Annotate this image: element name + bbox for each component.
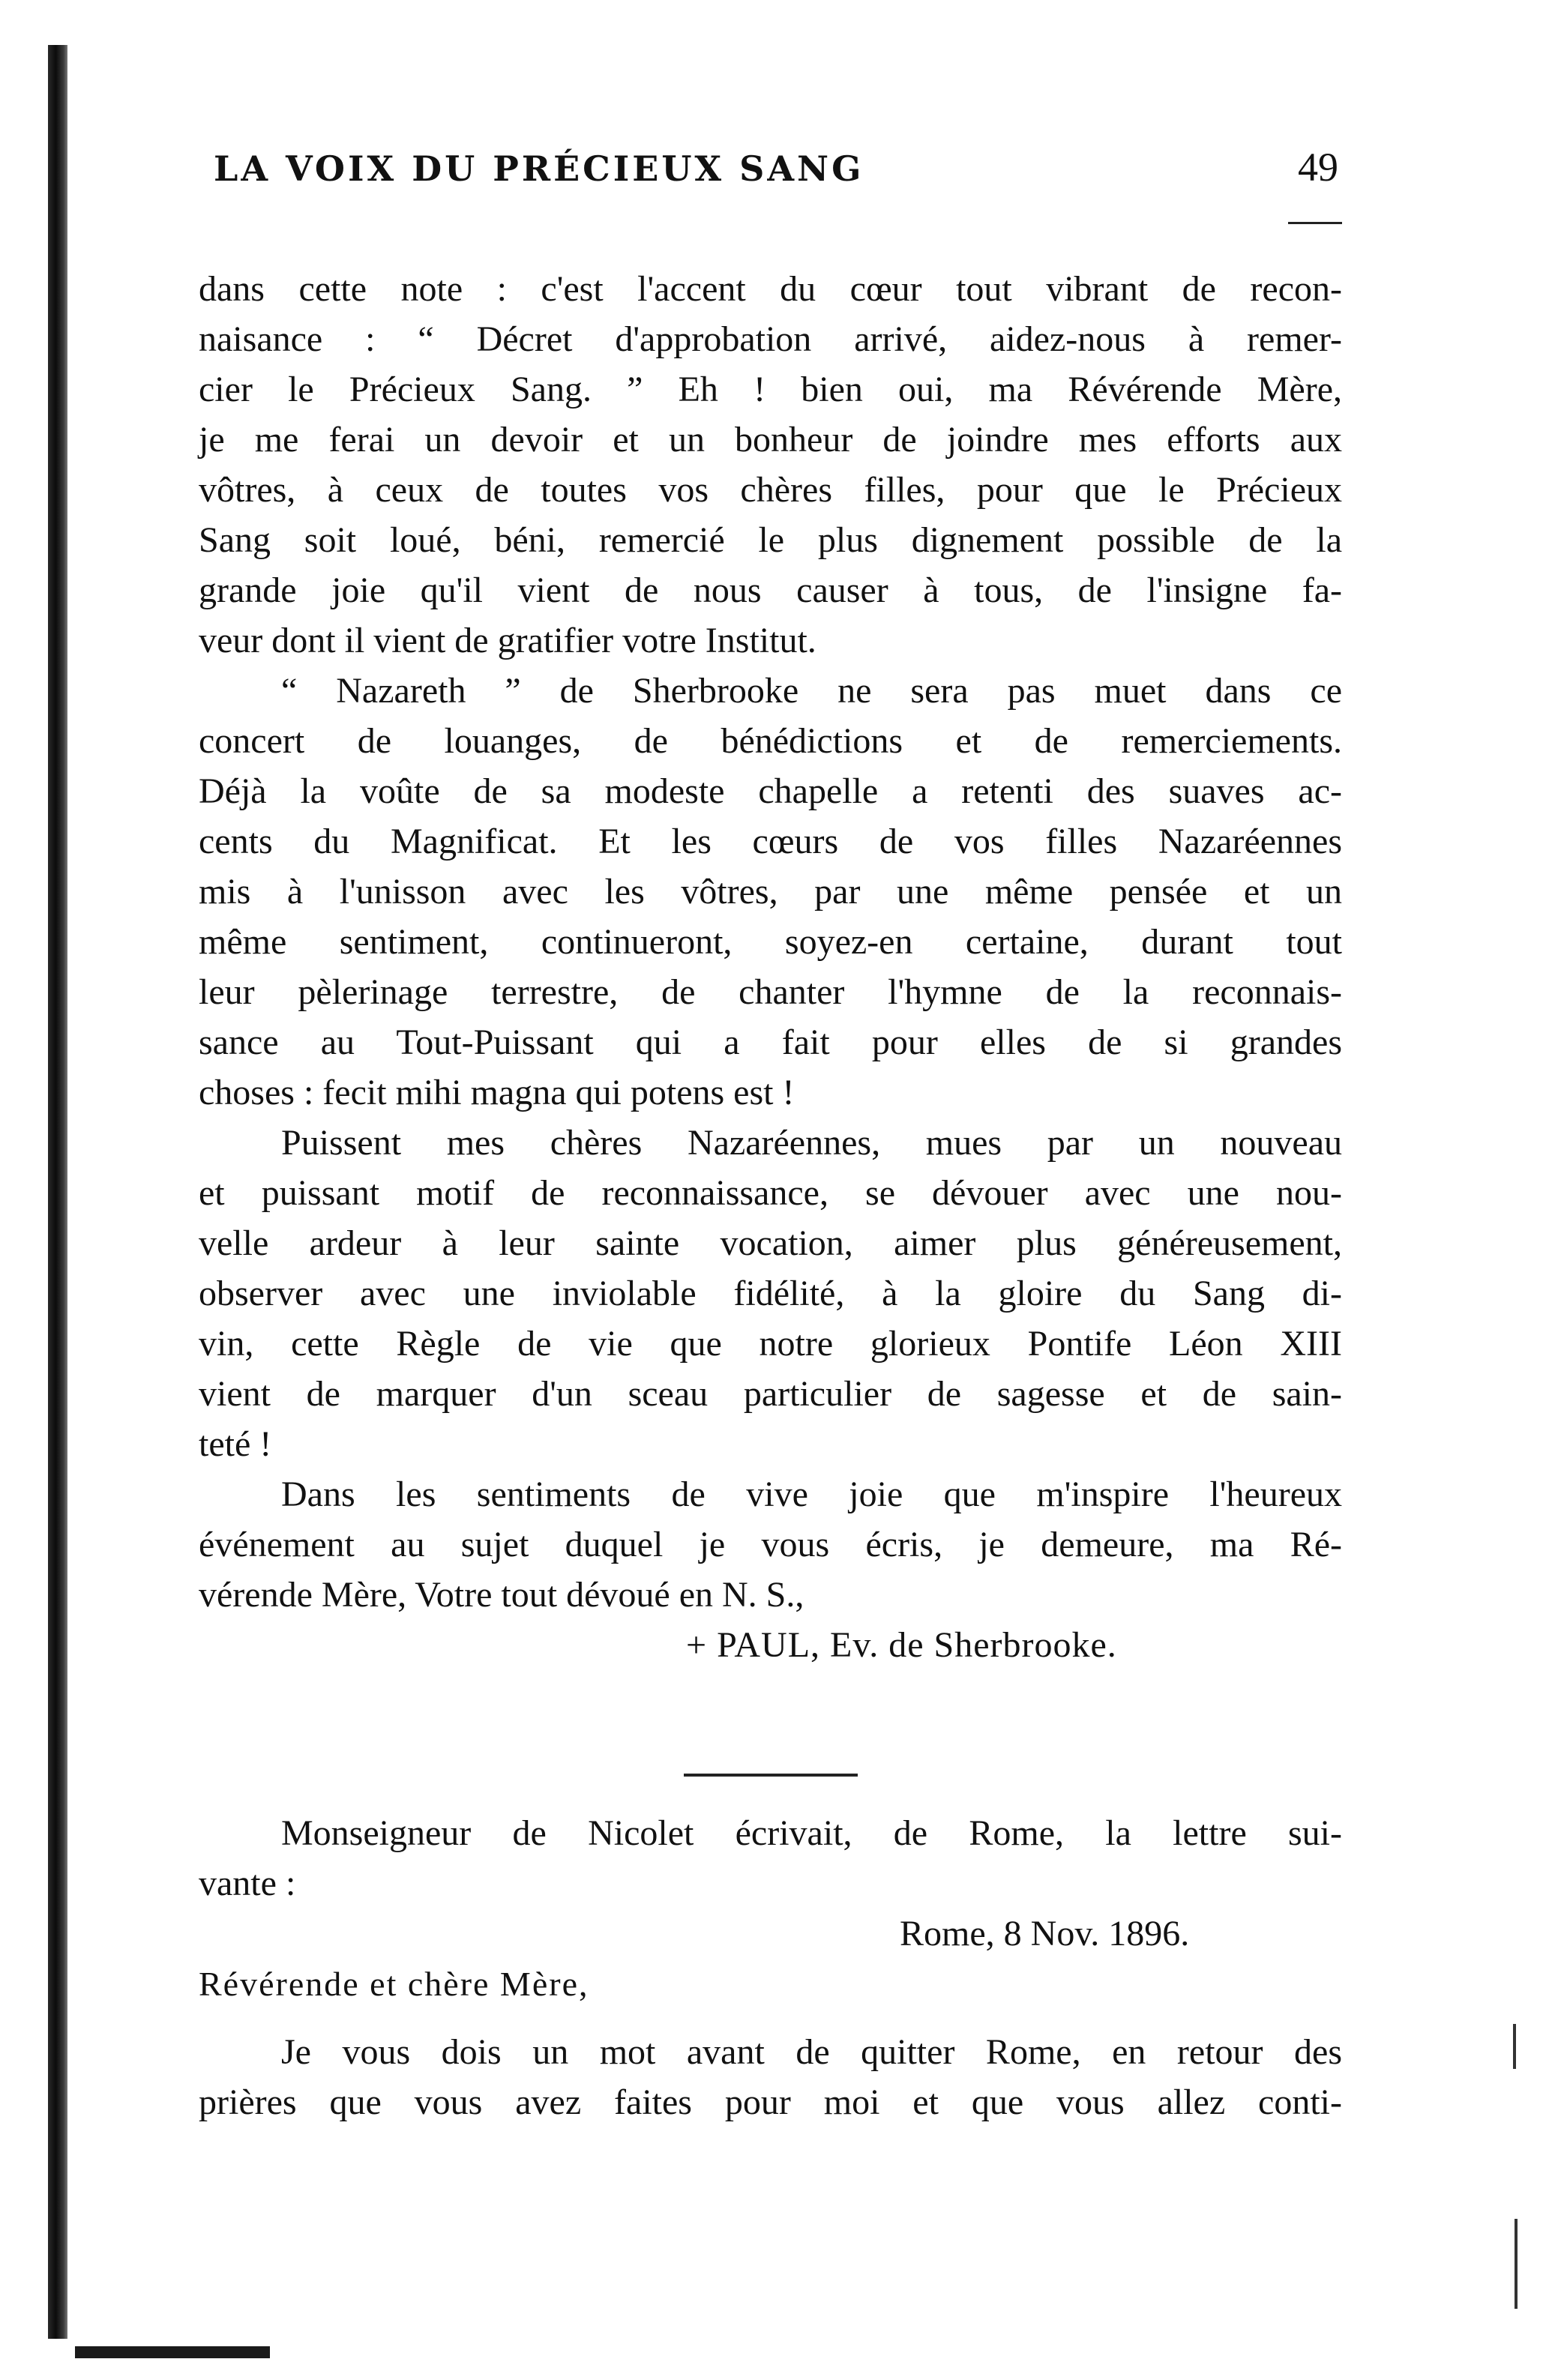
paragraph-4 (199, 1469, 1342, 1620)
paragraph-1 (199, 264, 1342, 666)
text-line: naisance : “ Décret d'approbation arrivé, aidez-nous à remer- (199, 319, 1342, 359)
text-line: vient de marquer d'un sceau particulier de sagesse et de sain- (199, 1374, 1342, 1414)
text-line: dans cette note : c'est l'accent du cœur tout vibrant de recon- (199, 269, 1342, 309)
text-line: vin, cette Règle de vie que notre glorieux Pontife Léon XIII (199, 1324, 1342, 1364)
text-line: concert de louanges, de bénédictions et de remerciements. (199, 721, 1342, 761)
paragraph-6 (199, 2027, 1342, 2127)
text-line: je me ferai un devoir et un bonheur de joindre mes efforts aux (199, 420, 1342, 460)
text-line: vôtres, à ceux de toutes vos chères filles, pour que le Précieux (199, 470, 1342, 510)
binding-edge (48, 45, 67, 2339)
text-line: Dans les sentiments de vive joie que m'inspire l'heureux (281, 1474, 1342, 1514)
paragraph-3 (199, 1118, 1342, 1469)
page-number: 49 (1298, 145, 1338, 190)
paragraph-5 (199, 1808, 1342, 1908)
scan-edge-mark (1515, 2219, 1518, 2309)
text-line: teté ! (199, 1424, 272, 1464)
text-line: velle ardeur à leur sainte vocation, aimer plus généreusement, (199, 1223, 1342, 1263)
text-line: et puissant motif de reconnaissance, se dévouer avec une nou- (199, 1173, 1342, 1213)
binding-edge-bottom (75, 2346, 270, 2358)
running-title: LA VOIX DU PRÉCIEUX SANG (214, 148, 864, 189)
letter-body (199, 264, 1342, 1670)
second-letter (199, 1808, 1342, 2127)
text-line: “ Nazareth ” de Sherbrooke ne sera pas muet dans ce (281, 671, 1342, 711)
text-line: Déjà la voûte de sa modeste chapelle a retenti des suaves ac- (199, 771, 1342, 811)
text-line: cier le Précieux Sang. ” Eh ! bien oui, ma Révérende Mère, (199, 370, 1342, 409)
text-line: veur dont il vient de gratifier votre Institut. (199, 621, 816, 660)
text-line: cents du Magnificat. Et les cœurs de vos filles Nazaréennes (199, 822, 1342, 861)
text-line: prières que vous avez faites pour moi et que vous allez conti- (199, 2082, 1342, 2122)
text-line: événement au sujet duquel je vous écris, je demeure, ma Ré- (199, 1525, 1342, 1564)
paragraph-2 (199, 666, 1342, 1118)
dateline: Rome, 8 Nov. 1896. (900, 1914, 1190, 1953)
text-line: mis à l'unisson avec les vôtres, par une même pensée et un (199, 872, 1342, 912)
text-line: vérende Mère, Votre tout dévoué en N. S., (199, 1575, 804, 1615)
text-line: Je vous dois un mot avant de quitter Rome, en retour des (281, 2032, 1342, 2072)
signature: + PAUL, Ev. de Sherbrooke. (686, 1625, 1117, 1665)
text-line: observer avec une inviolable fidélité, à la gloire du Sang di- (199, 1274, 1342, 1313)
text-line: leur pèlerinage terrestre, de chanter l'hymne de la reconnais- (199, 972, 1342, 1012)
text-line: Monseigneur de Nicolet écrivait, de Rome, la lettre sui- (281, 1813, 1342, 1853)
salutation: Révérende et chère Mère, (199, 1965, 589, 2003)
text-line: grande joie qu'il vient de nous causer à tous, de l'insigne fa- (199, 570, 1342, 610)
text-line: même sentiment, continueront, soyez-en certaine, durant tout (199, 922, 1342, 962)
header-rule (1288, 222, 1342, 224)
text-line: choses : fecit mihi magna qui potens est ! (199, 1073, 795, 1112)
page-header (214, 144, 1338, 196)
section-separator (684, 1774, 858, 1777)
text-line: sance au Tout-Puissant qui a fait pour elles de si grandes (199, 1022, 1342, 1062)
text-line: vante : (199, 1864, 296, 1903)
text-line: Sang soit loué, béni, remercié le plus dignement possible de la (199, 520, 1342, 560)
scan-edge-mark (1513, 2024, 1516, 2069)
text-line: Puissent mes chères Nazaréennes, mues par un nouveau (281, 1123, 1342, 1163)
